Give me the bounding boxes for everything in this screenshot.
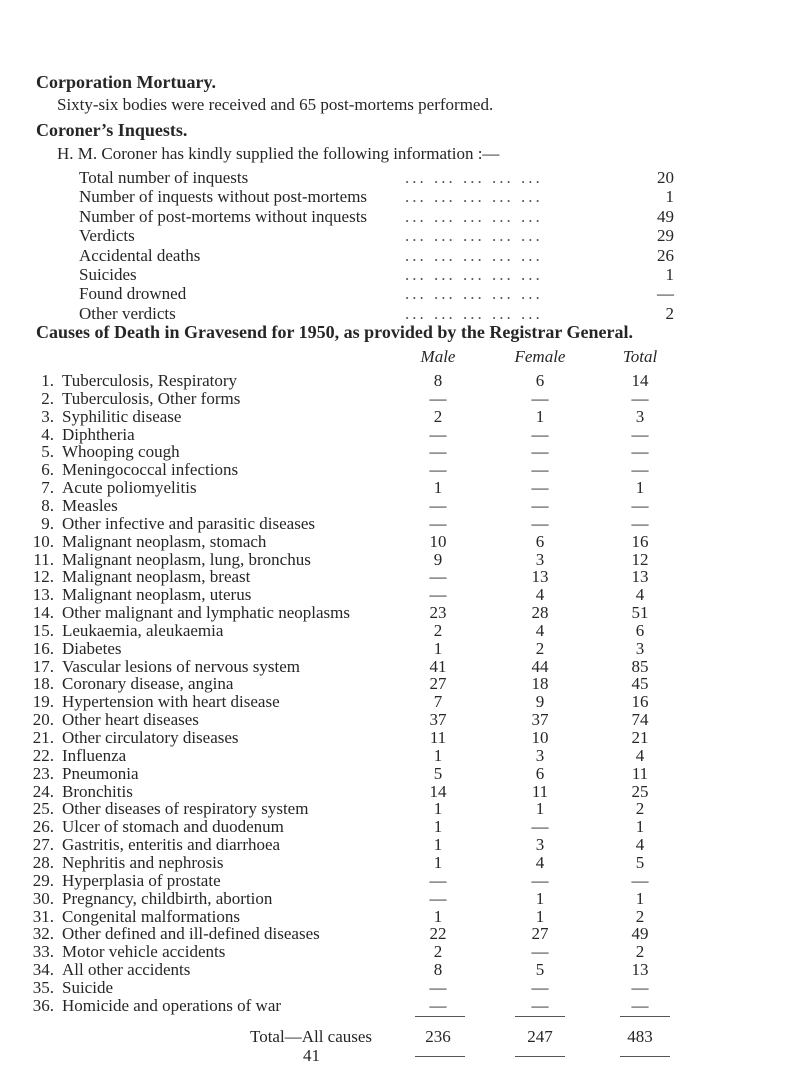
row-cause: Other malignant and lymphatic neoplasms bbox=[62, 603, 350, 622]
row-number: 21. bbox=[32, 728, 54, 747]
causes-heading: Causes of Death in Gravesend for 1950, as provided by the Registrar General. bbox=[36, 322, 633, 342]
row-female: — bbox=[531, 871, 549, 890]
row-cause: Congenital malformations bbox=[62, 907, 240, 926]
row-total: 4 bbox=[635, 746, 645, 765]
row-number: 12. bbox=[32, 567, 54, 586]
row-female: — bbox=[531, 478, 549, 497]
row-cause: Coronary disease, angina bbox=[62, 674, 234, 693]
row-cause: Syphilitic disease bbox=[62, 407, 182, 426]
row-cause: Leukaemia, aleukaemia bbox=[62, 621, 224, 640]
row-cause: Ulcer of stomach and duodenum bbox=[62, 817, 284, 836]
row-female: 3 bbox=[535, 835, 545, 854]
column-header-female: Female bbox=[514, 347, 566, 366]
row-female: 4 bbox=[535, 585, 545, 604]
inquest-value: 20 bbox=[657, 168, 674, 187]
row-total: 4 bbox=[635, 835, 645, 854]
inquest-label: Total number of inquests bbox=[79, 168, 249, 187]
row-cause: Bronchitis bbox=[62, 782, 133, 801]
row-male: 1 bbox=[433, 799, 443, 818]
row-male: — bbox=[429, 425, 447, 444]
row-male: 7 bbox=[433, 692, 443, 711]
row-cause: Other circulatory diseases bbox=[62, 728, 239, 747]
row-male: — bbox=[429, 996, 447, 1015]
inquest-label: Verdicts bbox=[79, 226, 135, 245]
row-male: — bbox=[429, 871, 447, 890]
row-number: 25. bbox=[32, 799, 54, 818]
row-cause: Measles bbox=[62, 496, 118, 515]
row-total: 45 bbox=[631, 674, 649, 693]
leader-dots: ... ... ... ... ... bbox=[405, 168, 543, 187]
row-number: 34. bbox=[32, 960, 54, 979]
row-male: 2 bbox=[433, 621, 443, 640]
inquest-value: 1 bbox=[665, 265, 674, 284]
row-total: — bbox=[631, 389, 649, 408]
row-total: — bbox=[631, 425, 649, 444]
row-male: 1 bbox=[433, 835, 443, 854]
column-header-total: Total bbox=[622, 347, 658, 366]
row-male: 2 bbox=[433, 407, 443, 426]
row-cause: Influenza bbox=[62, 746, 127, 765]
row-number: 11. bbox=[33, 550, 54, 569]
row-cause: Diabetes bbox=[62, 639, 122, 658]
row-total: 13 bbox=[631, 960, 649, 979]
row-female: — bbox=[531, 978, 549, 997]
row-total: 16 bbox=[631, 532, 649, 551]
row-cause: Malignant neoplasm, breast bbox=[62, 567, 251, 586]
row-cause: Diphtheria bbox=[62, 425, 135, 444]
row-number: 6. bbox=[41, 460, 54, 479]
rule-total-bottom bbox=[620, 1056, 670, 1057]
row-number: 5. bbox=[41, 442, 54, 461]
row-cause: Meningococcal infections bbox=[62, 460, 239, 479]
row-male: — bbox=[429, 567, 447, 586]
row-number: 27. bbox=[32, 835, 54, 854]
inquest-value: — bbox=[657, 284, 674, 303]
row-male: 9 bbox=[433, 550, 443, 569]
inquest-value: 26 bbox=[657, 246, 674, 265]
inquests-intro: H. M. Coroner has kindly supplied the following information :— bbox=[57, 144, 500, 163]
row-number: 18. bbox=[32, 674, 54, 693]
row-total: 13 bbox=[631, 567, 649, 586]
row-cause: Nephritis and nephrosis bbox=[62, 853, 224, 872]
row-total: 49 bbox=[631, 924, 649, 943]
inquest-value: 1 bbox=[665, 187, 674, 206]
row-male: — bbox=[429, 978, 447, 997]
row-cause: Other diseases of respiratory system bbox=[62, 799, 309, 818]
rule-male-bottom bbox=[415, 1056, 465, 1057]
row-number: 22. bbox=[32, 746, 54, 765]
row-female: 1 bbox=[535, 799, 545, 818]
row-cause: All other accidents bbox=[62, 960, 191, 979]
row-number: 3. bbox=[41, 407, 54, 426]
row-total: 74 bbox=[631, 710, 649, 729]
row-female: 28 bbox=[531, 603, 549, 622]
row-cause: Hyperplasia of prostate bbox=[62, 871, 221, 890]
row-cause: Other heart diseases bbox=[62, 710, 199, 729]
row-male: 1 bbox=[433, 853, 443, 872]
mortuary-text: Sixty-six bodies were received and 65 post-mortems performed. bbox=[57, 95, 494, 114]
row-total: — bbox=[631, 460, 649, 479]
row-male: 1 bbox=[433, 907, 443, 926]
row-total: 2 bbox=[635, 799, 645, 818]
row-male: 8 bbox=[433, 371, 443, 390]
row-cause: Acute poliomyelitis bbox=[62, 478, 197, 497]
column-header-male: Male bbox=[420, 347, 456, 366]
row-male: — bbox=[429, 389, 447, 408]
row-female: 6 bbox=[535, 532, 545, 551]
row-number: 7. bbox=[41, 478, 54, 497]
row-number: 8. bbox=[41, 496, 54, 515]
leader-dots: ... ... ... ... ... bbox=[405, 284, 543, 303]
row-total: — bbox=[631, 442, 649, 461]
row-number: 9. bbox=[41, 514, 54, 533]
inquest-label: Number of post-mortems without inquests bbox=[79, 207, 368, 226]
row-total: — bbox=[631, 996, 649, 1015]
row-number: 13. bbox=[32, 585, 54, 604]
rule-female-top bbox=[515, 1016, 565, 1017]
row-number: 1. bbox=[41, 371, 54, 390]
row-female: 1 bbox=[535, 407, 545, 426]
row-total: 3 bbox=[635, 407, 645, 426]
total-female: 247 bbox=[527, 1027, 553, 1046]
row-female: — bbox=[531, 425, 549, 444]
total-label: Total—All causes bbox=[250, 1027, 373, 1046]
row-male: 14 bbox=[429, 782, 447, 801]
inquest-value: 2 bbox=[665, 304, 674, 323]
leader-dots: ... ... ... ... ... bbox=[405, 187, 543, 206]
row-male: 41 bbox=[429, 657, 447, 676]
rule-total-top bbox=[620, 1016, 670, 1017]
row-cause: Motor vehicle accidents bbox=[62, 942, 226, 961]
row-female: — bbox=[531, 442, 549, 461]
row-female: — bbox=[531, 389, 549, 408]
row-total: 1 bbox=[635, 478, 645, 497]
row-cause: Other infective and parasitic diseases bbox=[62, 514, 316, 533]
row-cause: Homicide and operations of war bbox=[62, 996, 282, 1015]
row-number: 16. bbox=[32, 639, 54, 658]
row-female: — bbox=[531, 460, 549, 479]
row-total: — bbox=[631, 496, 649, 515]
inquest-value: 49 bbox=[657, 207, 674, 226]
row-male: — bbox=[429, 889, 447, 908]
mortuary-heading: Corporation Mortuary. bbox=[36, 72, 216, 92]
leader-dots: ... ... ... ... ... bbox=[405, 207, 543, 226]
row-cause: Hypertension with heart disease bbox=[62, 692, 280, 711]
row-total: 51 bbox=[631, 603, 649, 622]
row-female: — bbox=[531, 514, 549, 533]
row-male: 11 bbox=[429, 728, 447, 747]
row-male: — bbox=[429, 585, 447, 604]
row-female: — bbox=[531, 496, 549, 515]
row-total: 1 bbox=[635, 817, 645, 836]
total-male: 236 bbox=[425, 1027, 451, 1046]
row-female: — bbox=[531, 817, 549, 836]
row-total: 25 bbox=[631, 782, 649, 801]
row-male: — bbox=[429, 442, 447, 461]
row-male: 23 bbox=[429, 603, 447, 622]
row-male: 1 bbox=[433, 639, 443, 658]
row-total: 14 bbox=[631, 371, 649, 390]
row-total: 16 bbox=[631, 692, 649, 711]
row-male: — bbox=[429, 496, 447, 515]
inquest-label: Suicides bbox=[79, 265, 137, 284]
row-number: 26. bbox=[32, 817, 54, 836]
row-male: 1 bbox=[433, 478, 443, 497]
row-female: 3 bbox=[535, 746, 545, 765]
row-cause: Tuberculosis, Respiratory bbox=[62, 371, 238, 390]
row-total: 21 bbox=[631, 728, 649, 747]
row-female: 9 bbox=[535, 692, 545, 711]
row-male: 1 bbox=[433, 817, 443, 836]
row-female: 37 bbox=[531, 710, 549, 729]
row-female: 4 bbox=[535, 853, 545, 872]
row-number: 2. bbox=[41, 389, 54, 408]
row-male: 1 bbox=[433, 746, 443, 765]
inquest-label: Number of inquests without post-mortems bbox=[79, 187, 368, 206]
row-number: 10. bbox=[32, 532, 54, 551]
row-female: — bbox=[531, 942, 549, 961]
inquest-label: Found drowned bbox=[79, 284, 187, 303]
row-number: 14. bbox=[32, 603, 54, 622]
row-number: 29. bbox=[32, 871, 54, 890]
row-total: 85 bbox=[631, 657, 649, 676]
row-cause: Tuberculosis, Other forms bbox=[62, 389, 241, 408]
leader-dots: ... ... ... ... ... bbox=[405, 265, 543, 284]
row-number: 23. bbox=[32, 764, 54, 783]
row-number: 31. bbox=[32, 907, 54, 926]
inquests-heading: Coroner’s Inquests. bbox=[36, 120, 188, 140]
row-cause: Pneumonia bbox=[62, 764, 139, 783]
row-number: 30. bbox=[32, 889, 54, 908]
inquest-value: 29 bbox=[657, 226, 674, 245]
row-female: 27 bbox=[531, 924, 549, 943]
page-number: 41 bbox=[303, 1046, 320, 1065]
row-total: 6 bbox=[635, 621, 645, 640]
row-male: — bbox=[429, 460, 447, 479]
row-female: 3 bbox=[535, 550, 545, 569]
row-female: 11 bbox=[531, 782, 549, 801]
row-number: 24. bbox=[32, 782, 54, 801]
row-total: 4 bbox=[635, 585, 645, 604]
rule-female-bottom bbox=[515, 1056, 565, 1057]
row-female: 44 bbox=[531, 657, 549, 676]
row-male: 27 bbox=[429, 674, 447, 693]
row-number: 28. bbox=[32, 853, 54, 872]
inquest-label: Other verdicts bbox=[79, 304, 176, 323]
row-male: 10 bbox=[429, 532, 447, 551]
row-male: — bbox=[429, 514, 447, 533]
row-number: 15. bbox=[32, 621, 54, 640]
row-male: 8 bbox=[433, 960, 443, 979]
row-cause: Other defined and ill-defined diseases bbox=[62, 924, 320, 943]
row-total: 12 bbox=[631, 550, 649, 569]
row-total: 2 bbox=[635, 942, 645, 961]
rule-male-top bbox=[415, 1016, 465, 1017]
row-number: 20. bbox=[32, 710, 54, 729]
row-number: 35. bbox=[32, 978, 54, 997]
row-number: 17. bbox=[32, 657, 54, 676]
row-female: 6 bbox=[535, 764, 545, 783]
row-female: 1 bbox=[535, 889, 545, 908]
row-number: 36. bbox=[32, 996, 54, 1015]
row-total: 2 bbox=[635, 907, 645, 926]
leader-dots: ... ... ... ... ... bbox=[405, 226, 543, 245]
row-total: — bbox=[631, 871, 649, 890]
row-cause: Whooping cough bbox=[62, 442, 180, 461]
row-male: 22 bbox=[429, 924, 447, 943]
row-total: 1 bbox=[635, 889, 645, 908]
row-female: 5 bbox=[535, 960, 545, 979]
row-total: — bbox=[631, 514, 649, 533]
row-female: 13 bbox=[531, 567, 549, 586]
row-total: 5 bbox=[635, 853, 645, 872]
row-male: 37 bbox=[429, 710, 447, 729]
row-female: 2 bbox=[535, 639, 545, 658]
total-total: 483 bbox=[627, 1027, 653, 1046]
row-cause: Malignant neoplasm, lung, bronchus bbox=[62, 550, 311, 569]
row-cause: Vascular lesions of nervous system bbox=[62, 657, 300, 676]
row-female: 18 bbox=[531, 674, 549, 693]
row-female: 4 bbox=[535, 621, 545, 640]
row-female: 6 bbox=[535, 371, 545, 390]
row-total: 3 bbox=[635, 639, 645, 658]
row-female: 10 bbox=[531, 728, 549, 747]
row-total: 11 bbox=[631, 764, 649, 783]
row-number: 19. bbox=[32, 692, 54, 711]
row-cause: Suicide bbox=[62, 978, 113, 997]
row-number: 32. bbox=[32, 924, 54, 943]
leader-dots: ... ... ... ... ... bbox=[405, 246, 543, 265]
row-number: 4. bbox=[41, 425, 54, 444]
leader-dots: ... ... ... ... ... bbox=[405, 304, 543, 323]
row-cause: Gastritis, enteritis and diarrhoea bbox=[62, 835, 281, 854]
row-female: — bbox=[531, 996, 549, 1015]
row-cause: Pregnancy, childbirth, abortion bbox=[62, 889, 273, 908]
row-male: 2 bbox=[433, 942, 443, 961]
row-female: 1 bbox=[535, 907, 545, 926]
row-cause: Malignant neoplasm, stomach bbox=[62, 532, 267, 551]
row-male: 5 bbox=[433, 764, 443, 783]
row-cause: Malignant neoplasm, uterus bbox=[62, 585, 252, 604]
row-number: 33. bbox=[32, 942, 54, 961]
inquest-label: Accidental deaths bbox=[79, 246, 201, 265]
row-total: — bbox=[631, 978, 649, 997]
